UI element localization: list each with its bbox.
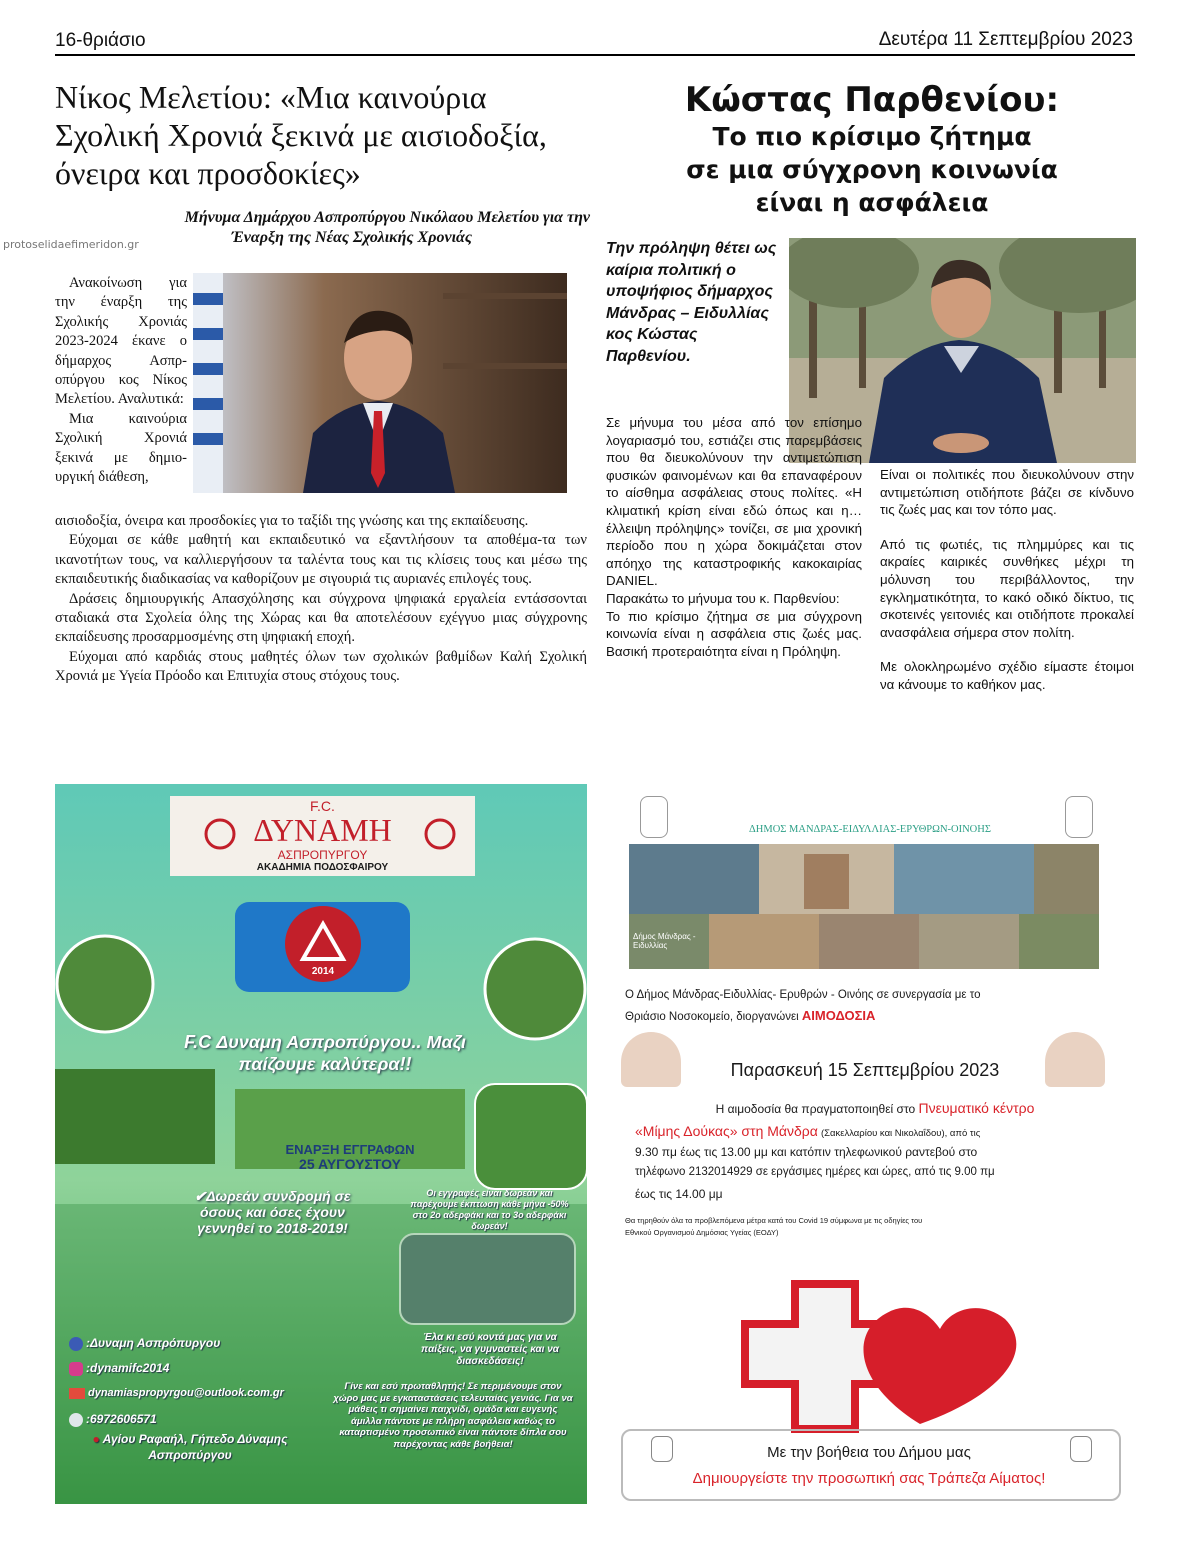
event-date: Παρασκευή 15 Σεπτεμβρίου 2023 [730,1060,1000,1080]
right-article-column-1 [606,414,862,660]
left-article-title: Νίκος Μελετίου: «Μια καινούρια Σχολική Χρονιά ξεκινά με αισιοδοξία, όνειρα και προσδοκίες» [55,79,547,191]
facebook-contact [69,1336,369,1351]
body-paragraph: Εύχομαι από καρδιάς στους μαθητές όλων των σχολικών βαθμίδων Καλή Σχολική Χρονιά με Υγεία Πρόοδο και Επιτυχία στους στόχους τους. [55,648,587,685]
covid-note-1: Θα τηρηθούν όλα τα προβλεπόμενα μέτρα κατά του Covid 19 σύμφωνα με τις οδηγίες του [625,1216,923,1225]
detail-text: Η αιμοδοσία θα πραγματοποιηθεί στο [715,1102,916,1116]
address-line-1 [55,1432,325,1446]
slogan-line-1: F.C Δυναμη Ασπροπύργου.. Μαζι [184,1032,466,1052]
blood-donation-ad [605,784,1132,1504]
detail-line-2 [635,1123,1115,1139]
right-article-lead: Την πρόληψη θέτει ως καίρια πολιτική ο υποψήφιος δήμαρχος Μάνδρας – Ειδυλλίας κος Κώστας Παρθενίου. [606,240,777,365]
intro-paragraph: Μια καινούρια Σχολική Χρονιά ξεκινά με δημιο-υργική διάθεση, [55,410,187,486]
free-subscription-line-1: ✔Δωρεάν συνδρομή σε [194,1188,351,1204]
free-subscription-line-2: όσους και όσες έχουν [200,1204,345,1220]
body-paragraph: Είναι οι πολιτικές που διευκολύνουν στην αντιμετώπιση οτιδήποτε βάζει σε κίνδυνο τις ζωές μας και τον τόπο μας. [880,467,1134,518]
detail-line-1 [635,1100,1115,1116]
body-paragraph: Από τις φωτιές, τις πλημμύρες και τις ακραίες καιρικές συνθήκες μέχρι τη μόλυνση του περιβάλλοντος, την εγκληματικότητα, το κακό οδικό δίκτυο, τις σκοτεινές γειτονιές και οτιδήποτε προκαλεί ανασφάλεια σήμερα στον πολίτη. [880,536,1134,640]
address-text: Αγίου Ραφαήλ, Γήπεδο Δύναμης [102,1432,288,1446]
title-line: Το πιο κρίσιμο ζήτημα [712,122,1032,151]
blood-donation-label: ΑΙΜΟΔΟΣΙΑ [801,1008,876,1023]
collage-label: Δήμος Μάνδρας - Ειδυλλίας [633,932,696,950]
left-article-intro [55,274,187,487]
email-text: dynamiaspropyrgou@outlook.com.gr [88,1387,284,1399]
registration-line-1: ΕΝΑΡΞΗ ΕΓΓΡΑΦΩΝ [285,1142,415,1157]
instagram-icon [69,1362,83,1376]
body-paragraph: αισιοδοξία, όνειρα και προσδοκίες για το ταξίδι της γνώσης και της εκπαίδευσης. [55,513,529,529]
municipality-emblem-icon [1065,796,1093,838]
club-name: ΔΥΝΑΜΗ [253,812,392,848]
page-label: 16-θριάσιο [55,30,146,51]
title-name: Κώστας Παρθενίου: [684,80,1060,120]
registration-line-2: 25 ΑΥΓΟΥΣΤΟΥ [299,1156,401,1172]
come-play-note: Έλα κι εσύ κοντά μας για να παίξεις, να γυμναστείς και να διασκεδάσεις! [420,1332,560,1367]
phone-contact [69,1412,369,1427]
detail-line-3: 9.30 πμ έως τις 13.00 μμ και κατόπιν τηλεφωνικού ραντεβού στο [635,1145,978,1159]
location-pin-icon: ● [92,1432,100,1446]
fc-label: F.C. [310,798,335,814]
email-icon [69,1388,85,1399]
phone-icon [69,1413,83,1427]
left-article-subtitle [55,208,590,248]
champion-note: Γίνε και εσύ πρωταθλητής! Σε περιμένουμε στον χώρο μας με εγκαταστάσεις τελευταίας γενιάς. Για να μάθεις τι σημαίνει παιχνίδι, ομάδα και ευγενής άμιλλα πάντοτε με πλήρη ασφάλεια καθώς το καταρτισμένο προσωπικό είναι πάντοτε δίπλα σου παρέχοντας κάθε βοήθεια! [333,1381,573,1450]
facebook-text: :Δυναμη Ασπρόπυργου [86,1336,221,1350]
body-paragraph: Σε μήνυμα του μέσα από τον επίσημο λογαριασμό του, εστιάζει στις παρεμβάσεις που θα διευκολύνουν την αντιμετώπιση φυσικών φαινομένων και θα επαναφέρουν το αίσθημα ασφάλειας στους πολίτες. «Η κλιματική κρίση είναι εδώ όπως και η… έλλειψη πρόληψης» τονίζει, σε μια χρονική περίοδο που η χώρα δοκιμάζεται στον απόηχο της καταστροφικής κακοκαιρίας DANIEL. [606,415,862,589]
badge-year: 2014 [311,966,335,977]
body-paragraph: Εύχομαι σε κάθε μαθητή και εκπαιδευτικό να εξαντλήσουν τα αποθέμα-τα των ικανοτήτων τους, να καλλιεργήσουν τα ταλέντα τους και τις κλίσεις τους και μέσω της εκπαιδευτικής διαδικασίας να καθορίζουν με σιγουριά τις αυριανές επιλογές τους. [55,532,587,588]
watermark: protoselidaefimeridon.gr [3,238,139,251]
heart-and-cross-icon [715,1264,1045,1434]
municipality-photo-collage [629,844,1099,969]
angel-left-icon [621,1032,681,1087]
detail-line-4: τηλέφωνο 2132014929 σε εργάσιμες ημέρες και ώρες, από τις 9.00 πμ [635,1166,995,1178]
subtitle-line-1: Μήνυμα Δημάρχου Ασπροπύργου Νικόλαου Μελετίου για την [184,209,590,226]
body-paragraph: Με ολοκληρωμένο σχέδιο είμαστε έτοιμοι να κάνουμε το καθήκον μας. [880,659,1134,692]
right-article-title [612,80,1132,219]
slogan-line-2: παίζουμε καλύτερα!! [238,1054,412,1074]
intro-paragraph: Ανακοίνωση για την έναρξη της Σχολικής Χρονιάς 2023-2024 έκανε ο δήμαρχος Ασπρ-οπύργου κος Νίκος Μελετίου. Αναλυτικά: [55,275,187,408]
body-paragraph: Παρακάτω το μήνυμα του κ. Παρθενίου: [606,590,840,606]
municipality-title: ΔΗΜΟΣ ΜΑΝΔΡΑΣ-ΕΙΔΥΛΛΙΑΣ-ΕΡΥΘΡΩΝ-ΟΙΝΟΗΣ [749,824,991,835]
instagram-contact [69,1361,369,1376]
title-line: είναι η ασφάλεια [755,188,989,217]
header-rule [55,54,1135,56]
issue-date: Δευτέρα 11 Σεπτεμβρίου 2023 [878,29,1133,50]
discount-note: Οι εγγραφές είναι δωρεάν και παρέχουμε έκπτωση κάθε μήνα -50% στο 2ο αδερφάκι και το 3ο αδερφάκι δωρεάν! [410,1188,569,1231]
instagram-text: :dynamifc2014 [86,1361,170,1375]
left-article-body [55,512,587,687]
email-contact [69,1387,369,1399]
football-academy-ad [55,784,587,1504]
covid-note-2: Εθνικού Οργανισμού Δημόσιας Υγείας (ΕΟΔΥ) [625,1228,779,1237]
title-line: σε μια σύγχρονη κοινωνία [686,155,1058,184]
angel-right-icon [1045,1032,1105,1087]
body-paragraph: Το πιο κρίσιμο ζήτημα σε μια σύγχρονη κοινωνία είναι η ασφάλεια στις ζωές μας. Βασική προτεραιότητα είναι η Πρόληψη. [606,608,862,659]
address-line-2: Ασπροπύργου [148,1448,232,1462]
bottom-banner [621,1429,1121,1501]
intro-line-2 [625,1008,1105,1023]
venue-name: Πνευματικό κέντρο [918,1100,1035,1116]
subtitle-line-2: Έναρξη της Νέας Σχολικής Χρονιάς [231,229,472,246]
mayor-photo [193,273,567,493]
body-paragraph: Δράσεις δημιουργικής Απασχόλησης και σύγχρονα ψηφιακά εργαλεία εντάσσονται σταδιακά στα Σχολεία όλης της Χώρας και θα αποτελέσουν εχέγγυο μιας σύγχρονης εκπαίδευσης προσαρμοσμένης στη ψηφιακή εποχή. [55,590,587,646]
venue-address: (Σακελλαρίου και Νικολαΐδου), από τις [820,1128,981,1139]
municipality-emblem-icon [640,796,668,838]
free-subscription-line-3: γεννηθεί το 2018-2019! [197,1220,348,1236]
facebook-icon [69,1337,83,1351]
club-city: ΑΣΠΡΟΠΥΡΓΟΥ [277,848,368,862]
intro-line-1: Ο Δήμος Μάνδρας-Ειδυλλίας- Ερυθρών - Οινόης σε συνεργασία με το [625,989,981,1001]
academy-label: ΑΚΑΔΗΜΙΑ ΠΟΔΟΣΦΑΙΡΟΥ [256,862,389,873]
phone-text: :6972606571 [86,1412,157,1426]
bottom-line-2: Δημιουργείστε την προσωπική σας Τράπεζα Αίματος! [692,1470,1046,1487]
venue-name: «Μίμης Δούκας» στη Μάνδρα [635,1123,818,1139]
detail-line-5: έως τις 14.00 μμ [635,1187,723,1201]
bottom-line-1: Με την βοήθεια του Δήμου μας [767,1444,971,1461]
intro-text: Θριάσιο Νοσοκομείο, διοργανώνει [625,1011,799,1023]
right-article-column-2 [880,466,1134,694]
